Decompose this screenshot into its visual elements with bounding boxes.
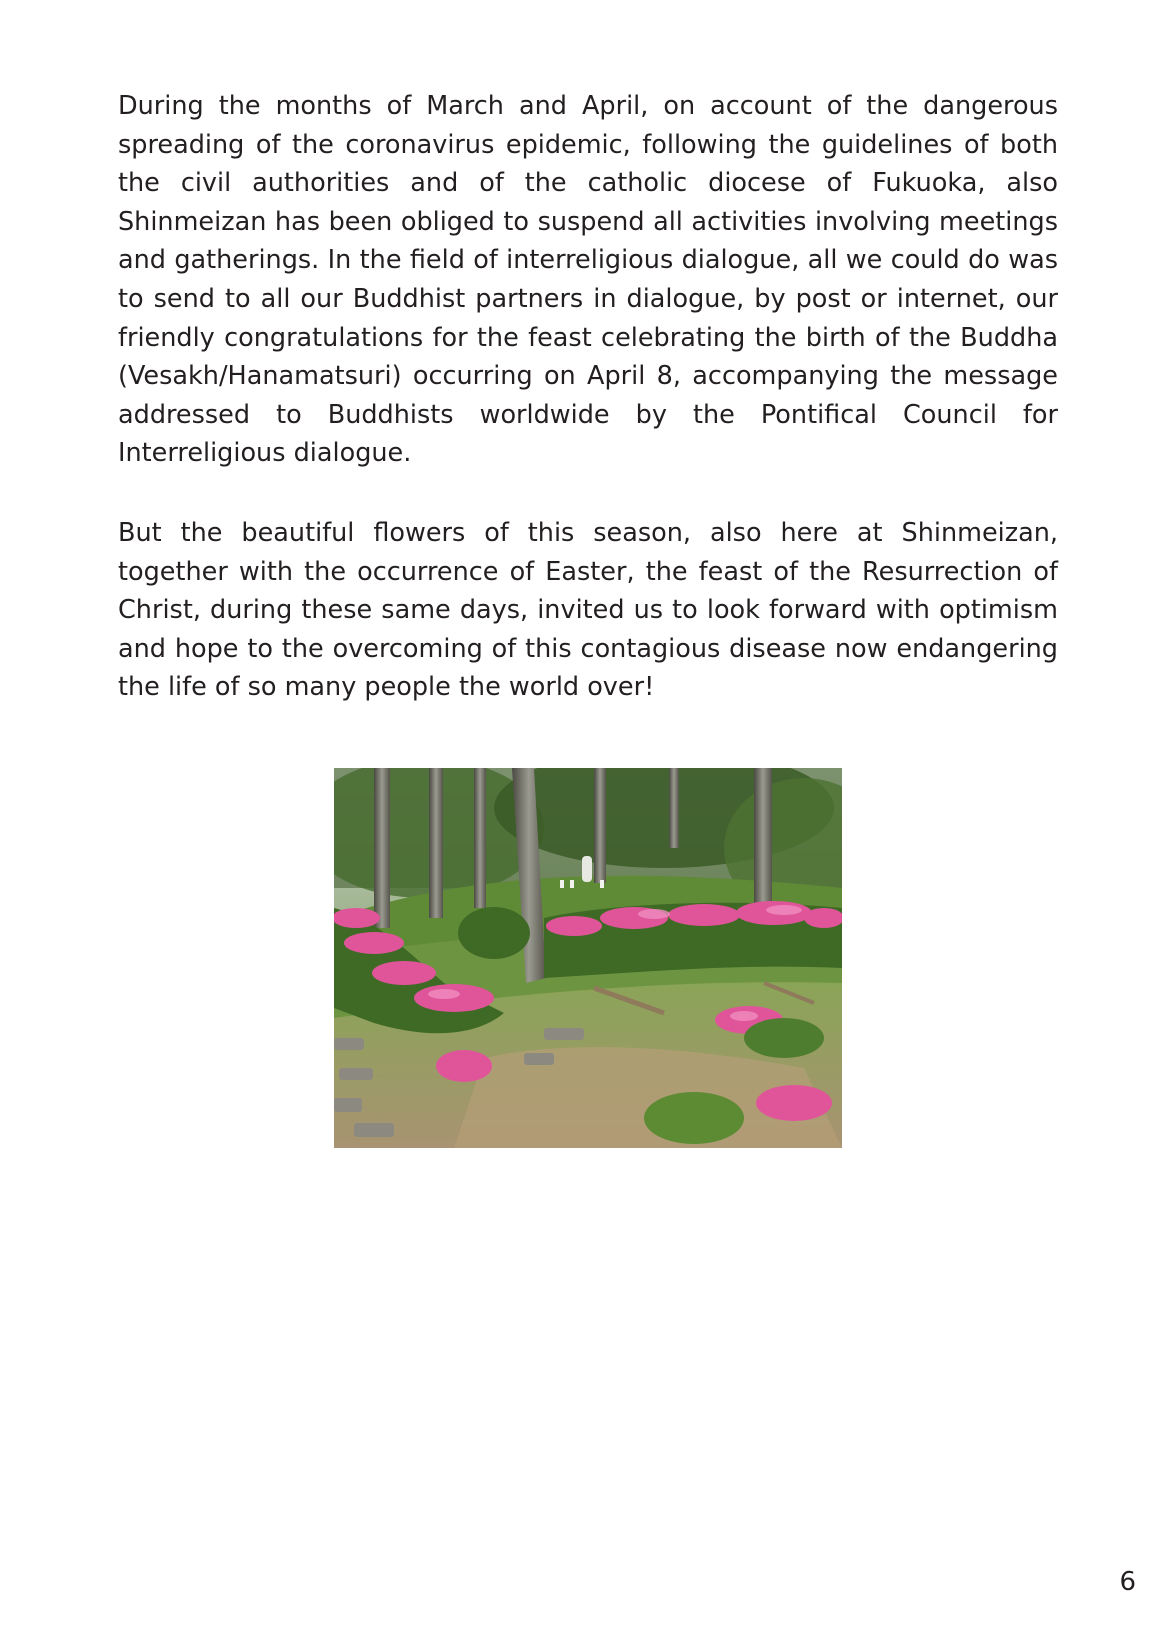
- paragraph-coronavirus: During the months of March and April, on account of the dangerous spreading of the coronavirus epidemic, following the guidelines of both the civil authorities and of the catholic diocese of Fukuoka, also Shinmeizan has been obliged to suspend all activities involving meetings and gatherings. In the field of interreligious dialogue, all we could do was to send to all our Buddhist partners in dialogue, by post or internet, our friendly congratulations for the feast celebrating the birth of the Buddha (Vesakh/Hanamatsuri) occurring on April 8, accompanying the message addressed to Buddhists worldwide by the Pontifical Council for Interreligious dialogue.: [118, 91, 1058, 469]
- garden-photo: [334, 768, 842, 1148]
- page-number: 6: [1119, 1567, 1136, 1597]
- paragraph-flowers: But the beautiful flowers of this season, also here at Shinmeizan, together with the occurrence of Easter, the feast of the Resurrection of Christ, during these same days, invited us to look forward with optimism and hope to the overcoming of this contagious disease now endangering the life of so many people the world over!: [118, 518, 1058, 703]
